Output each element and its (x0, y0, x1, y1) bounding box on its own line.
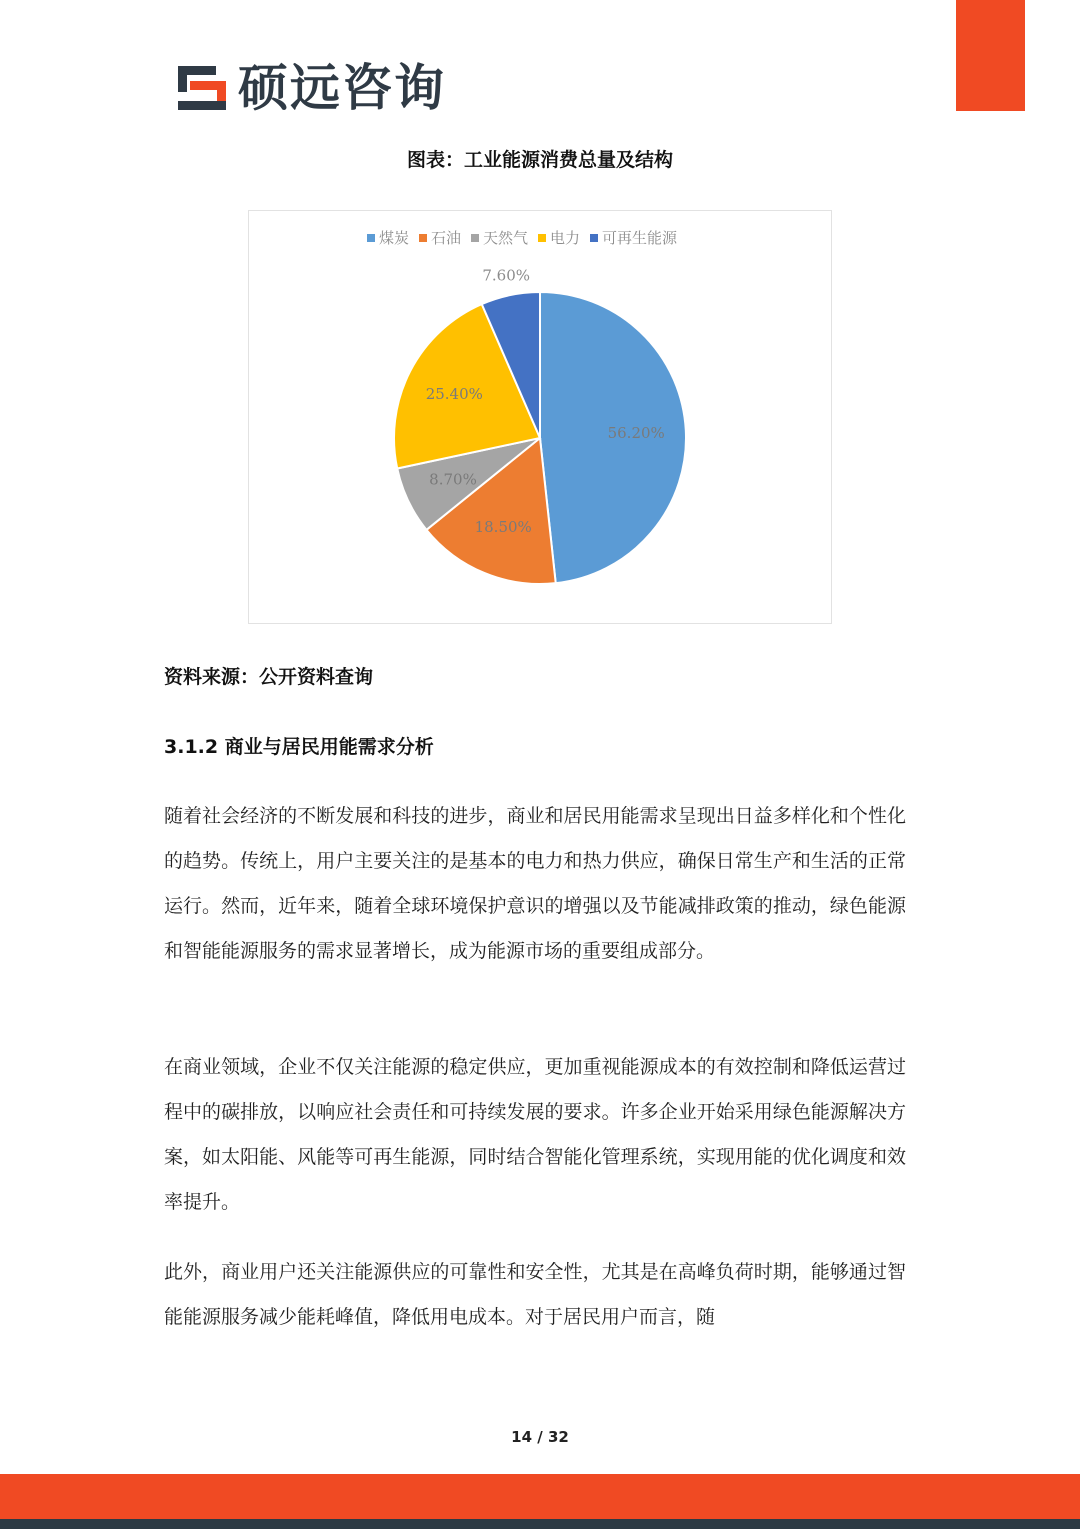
paragraph-2: 在商业领域，企业不仅关注能源的稳定供应，更加重视能源成本的有效控制和降低运营过程中的碳排放，以响应社会责任和可持续发展的要求。许多企业开始采用绿色能源解决方案，如太阳能、风能等可再生能源，同时结合智能化管理系统，实现用能的优化调度和效率提升。 (164, 1056, 906, 1213)
footer-dark-strip (0, 1519, 1080, 1529)
legend-swatch-1 (367, 234, 375, 242)
pie-data-label-2: 18.50% (474, 518, 532, 537)
legend-label-1: 煤炭 (379, 229, 410, 247)
legend-label-3: 天然气 (483, 229, 529, 247)
brand-logo-icon (176, 62, 228, 114)
legend-swatch-5 (590, 234, 598, 242)
legend-swatch-3 (471, 234, 479, 242)
figure-source: 资料来源：公开资料查询 (164, 666, 374, 688)
brand-logo (176, 58, 446, 118)
paragraph-3: 此外，商业用户还关注能源供应的可靠性和安全性，尤其是在高峰负荷时期，能够通过智能能源服务减少能耗峰值，降低用电成本。对于居民用户而言，随 (164, 1261, 906, 1328)
header-accent-block (956, 0, 1025, 111)
legend-label-4: 电力 (550, 229, 581, 247)
pie-data-label-5: 7.60% (482, 266, 531, 285)
brand-name: 硕远咨询 (238, 59, 446, 117)
pie-chart (249, 211, 831, 623)
pie-data-label-1: 56.20% (607, 423, 665, 442)
footer-accent-bar (0, 1474, 1080, 1519)
page-number: 14 / 32 (511, 1428, 569, 1446)
pie-chart-frame (248, 210, 832, 624)
figure-title: 图表：工业能源消费总量及结构 (406, 149, 673, 171)
legend-label-2: 石油 (431, 229, 462, 247)
legend-swatch-4 (538, 234, 546, 242)
paragraph-1: 随着社会经济的不断发展和科技的进步，商业和居民用能需求呈现出日益多样化和个性化的趋势。传统上，用户主要关注的是基本的电力和热力供应，确保日常生产和生活的正常运行。然而，近年来，随着全球环境保护意识的增强以及节能减排政策的推动，绿色能源和智能能源服务的需求显著增长，成为能源市场的重要组成部分。 (164, 805, 906, 962)
legend-label-5: 可再生能源 (602, 229, 678, 247)
section-heading: 3.1.2 商业与居民用能需求分析 (164, 736, 434, 758)
pie-data-label-3: 8.70% (429, 470, 477, 489)
pie-data-label-4: 25.40% (425, 384, 483, 403)
legend-swatch-2 (419, 234, 427, 242)
